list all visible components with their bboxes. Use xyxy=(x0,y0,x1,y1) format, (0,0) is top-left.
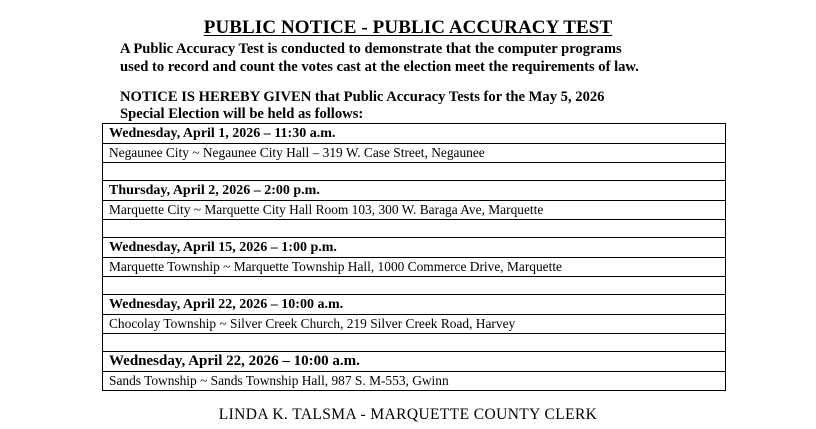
schedule-date: Wednesday, April 22, 2026 – 10:00 a.m. xyxy=(103,352,726,372)
spacer-cell xyxy=(103,163,726,181)
schedule-location-row xyxy=(103,144,726,163)
schedule-date-row xyxy=(103,352,726,372)
notice-line: Special Election will be held as follows: xyxy=(120,106,364,122)
schedule-location: Negaunee City ~ Negaunee City Hall – 319 W. Case Street, Negaunee xyxy=(103,144,726,163)
schedule-date: Wednesday, April 1, 2026 – 11:30 a.m. xyxy=(103,124,726,144)
notice-line: NOTICE IS HEREBY GIVEN that Public Accuracy Tests for the May 5, 2026 xyxy=(120,89,605,105)
schedule-date: Thursday, April 2, 2026 – 2:00 p.m. xyxy=(103,181,726,201)
spacer-cell xyxy=(103,277,726,295)
schedule-spacer-row xyxy=(103,334,726,352)
schedule-date-row xyxy=(103,181,726,201)
schedule-table xyxy=(102,123,726,391)
intro-line: A Public Accuracy Test is conducted to demonstrate that the computer programs xyxy=(120,41,622,57)
spacer-cell xyxy=(103,334,726,352)
schedule-location-row xyxy=(103,258,726,277)
schedule-date-row xyxy=(103,238,726,258)
schedule-location-row xyxy=(103,201,726,220)
schedule-date-row xyxy=(103,295,726,315)
notice-paragraph xyxy=(120,89,720,123)
notice-title: PUBLIC NOTICE - PUBLIC ACCURACY TEST xyxy=(203,17,613,38)
schedule-spacer-row xyxy=(103,277,726,295)
schedule-spacer-row xyxy=(103,220,726,238)
schedule-spacer-row xyxy=(103,163,726,181)
schedule-location: Marquette Township ~ Marquette Township Hall, 1000 Commerce Drive, Marquette xyxy=(103,258,726,277)
schedule-location-row xyxy=(103,315,726,334)
schedule-location: Chocolay Township ~ Silver Creek Church, 219 Silver Creek Road, Harvey xyxy=(103,315,726,334)
schedule-date: Wednesday, April 15, 2026 – 1:00 p.m. xyxy=(103,238,726,258)
intro-line: used to record and count the votes cast at the election meet the requirements of law. xyxy=(120,59,639,75)
spacer-cell xyxy=(103,220,726,238)
schedule-date-row xyxy=(103,124,726,144)
schedule-location: Marquette City ~ Marquette City Hall Room 103, 300 W. Baraga Ave, Marquette xyxy=(103,201,726,220)
schedule-date: Wednesday, April 22, 2026 – 10:00 a.m. xyxy=(103,295,726,315)
clerk-signature: LINDA K. TALSMA - MARQUETTE COUNTY CLERK xyxy=(218,406,598,423)
schedule-location: Sands Township ~ Sands Township Hall, 987 S. M-553, Gwinn xyxy=(103,372,726,391)
intro-paragraph xyxy=(120,40,720,76)
schedule-location-row xyxy=(103,372,726,391)
